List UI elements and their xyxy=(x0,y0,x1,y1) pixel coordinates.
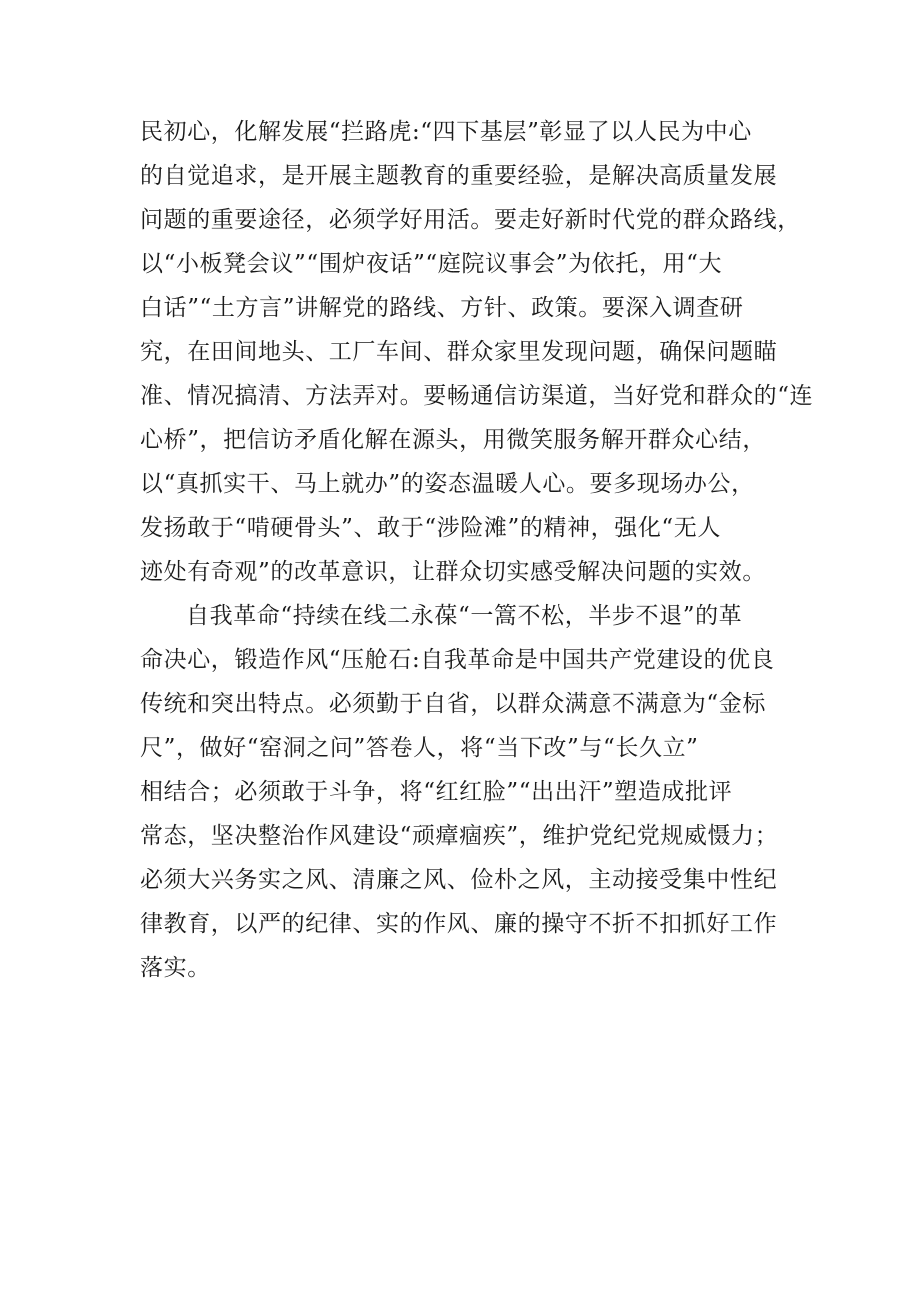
paragraph-line: 白话”“土方言”讲解党的路线、方针、政策。要深入调查研 xyxy=(140,295,744,321)
paragraph-line: 律教育，以严的纪律、实的作风、廉的操守不折不扣抓好工作 xyxy=(140,911,778,937)
paragraph-line: 以“真抓实干、马上就办”的姿态温暖人心。要多现场办公， xyxy=(140,471,755,497)
paragraph-line: 常态，坚决整治作风建设“顽瘴痼疾”，维护党纪党规威慑力； xyxy=(140,823,779,849)
paragraph-line: 传统和突出特点。必须勤于自省，以群众满意不满意为“金标 xyxy=(140,691,766,717)
paragraph-line: 民初心，化解发展“拦路虎:“四下基层”彰显了以人民为中心 xyxy=(140,119,752,145)
paragraph-line: 相结合；必须敢于斗争，将“红红脸”“出出汗”塑造成批评 xyxy=(140,779,733,805)
paragraph-line: 必须大兴务实之风、清廉之风、俭朴之风，主动接受集中性纪 xyxy=(140,867,778,893)
paragraph-line: 问题的重要途径，必须学好用活。要走好新时代党的群众路线， xyxy=(140,207,801,233)
paragraph-line: 命决心，锻造作风“压舱石:自我革命是中国共产党建设的优良 xyxy=(140,647,775,673)
paragraph-line: 究，在田间地头、工厂车间、群众家里发现问题，确保问题瞄 xyxy=(140,339,778,365)
paragraph-line: 以“小板凳会议”“围炉夜话”“庭院议事会”为依托，用“大 xyxy=(140,251,723,277)
paragraph-line: 尺”，做好“窑洞之问”答卷人，将“当下改”与“长久立” xyxy=(140,735,699,761)
paragraph-2 xyxy=(140,594,790,990)
paragraph-line: 的自觉追求，是开展主题教育的重要经验，是解决高质量发展 xyxy=(140,163,778,189)
paragraph-line: 落实。 xyxy=(140,955,211,981)
body-text xyxy=(140,110,814,990)
paragraph-line: 迹处有奇观”的改革意识，让群众切实感受解决问题的实效。 xyxy=(140,559,766,585)
paragraph-line: 自我革命“持续在线二永葆“一篙不松，半步不退”的革 xyxy=(186,603,743,629)
paragraph-line: 发扬敢于“啃硬骨头”、敢于“涉险滩”的精神，强化“无人 xyxy=(140,515,721,541)
paragraph-line: 准、情况搞清、方法弄对。要畅通信访渠道，当好党和群众的“连 xyxy=(140,383,814,409)
paragraph-1 xyxy=(140,110,814,594)
paragraph-line: 心桥”，把信访矛盾化解在源头，用微笑服务解开群众心结， xyxy=(140,427,766,453)
